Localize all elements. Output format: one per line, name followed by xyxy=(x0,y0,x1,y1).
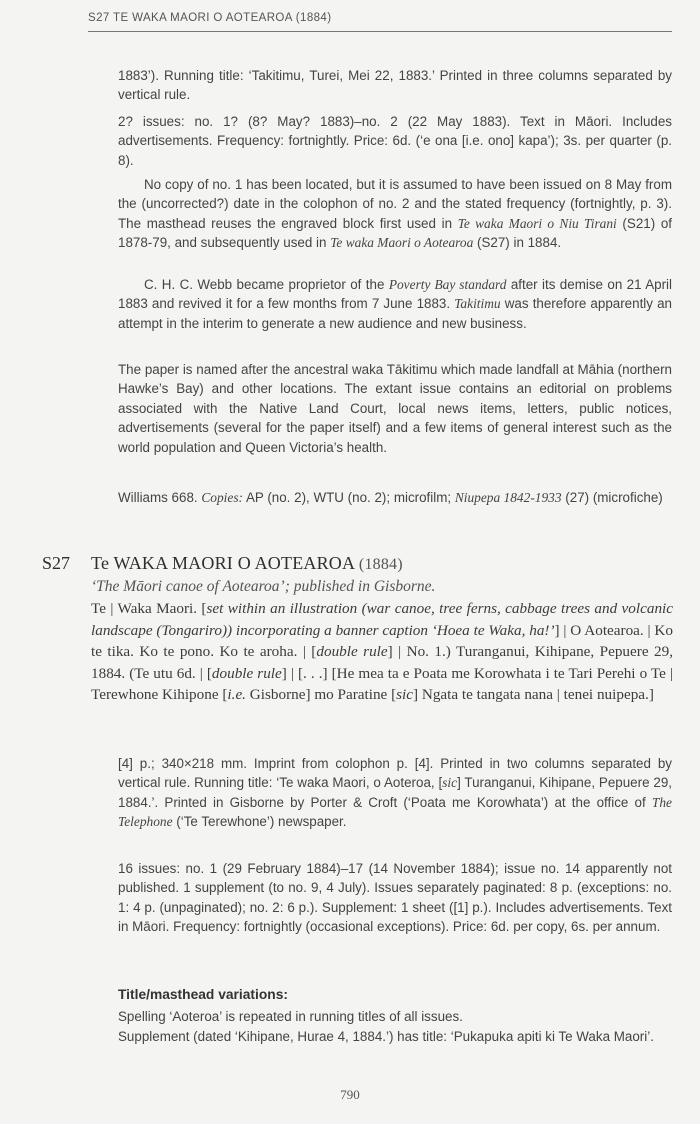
entry-title-text: Te WAKA MAORI O AOTEAROA xyxy=(91,553,355,573)
title-transcription xyxy=(91,598,673,706)
italic-title: Te waka Maori o Niu Tirani xyxy=(457,215,617,231)
prev-entry-paragraph-3 xyxy=(118,175,672,253)
text-run: C. H. C. Webb became proprietor of the xyxy=(144,277,389,292)
italic-title: Te waka Maori o Aotearoa xyxy=(330,235,474,251)
prev-entry-paragraph-6 xyxy=(118,488,672,507)
text-run: (27) (microfiche) xyxy=(561,490,663,505)
text-run: (S21) of 1878-79, and subsequently used in xyxy=(118,215,672,251)
text-run: ] | O Aotearoa. | Ko te tika. Ko te pono. Ko te aroha. | [ xyxy=(91,621,673,661)
entry-title xyxy=(91,553,403,574)
italic-note: sic xyxy=(442,775,458,791)
entry-year: (1884) xyxy=(358,556,403,573)
italic-label: Copies: xyxy=(201,490,243,505)
description-paragraph-1 xyxy=(118,754,672,832)
description-paragraph-2: 16 issues: no. 1 (29 February 1884)–17 (14 November 1884); issue no. 14 apparently not published. 1 supplement (to no. 9, 4 July). Issues separately paginated: 8 p. (exceptions: no. 1: 4 p. (unpaginated); no. 2: 6 p.). Supplement: 1 sheet ([1] p.). Includes advertisements. Text in Māori. Frequency: fortnightly (occasional exceptions). Price: 6d. per copy, 6s. per annum. xyxy=(118,861,672,935)
italic-note: sic xyxy=(396,686,414,704)
text-run: after its demise on 21 April 1883 and revived it for a few months from 7 June 1883. xyxy=(118,277,672,312)
text-run: ] | No. 1.) Turanganui, Kihipane, Pepuere 29, 1884. (Te utu 6d. | [ xyxy=(91,643,673,682)
text-run: ] Turanganui, Kihipane, Pepuere 29, 1884.’. Printed in Gisborne by Porter & Croft (‘Poata me Korowhata’) at the office of xyxy=(118,775,672,810)
page-number: 790 xyxy=(340,1087,360,1102)
variations-heading: Title/masthead variations: xyxy=(118,987,288,1002)
italic-title: Niupepa 1842-1933 xyxy=(454,490,562,505)
prev-entry-paragraph-4 xyxy=(118,275,672,333)
italic-title: Poverty Bay standard xyxy=(388,277,507,292)
variation-1: Spelling ‘Aoteroa’ is repeated in running titles of all issues. xyxy=(118,1009,463,1024)
text-run: (S27) in 1884. xyxy=(473,235,562,251)
header-rule xyxy=(88,31,672,32)
italic-note: double rule xyxy=(316,643,388,661)
text-run: was therefore apparently an attempt in the interim to generate a new audience and new business. xyxy=(118,296,672,331)
text-run: (‘Te Terewhone’) newspaper. xyxy=(172,814,347,830)
text-run: AP (no. 2), WTU (no. 2); microfilm; xyxy=(243,490,455,505)
italic-title: The Telephone xyxy=(118,794,672,830)
entry-subtitle: ‘The Māori canoe of Aotearoa’; published in Gisborne. xyxy=(91,578,436,595)
text-run: Williams 668. xyxy=(118,490,202,505)
text-run: ] Ngata te tangata nana | tenei nuipepa.] xyxy=(413,686,654,704)
text-run: Gisborne] mo Paratine [ xyxy=(245,686,397,704)
prev-entry-paragraph-1: 1883’). Running title: ‘Takitimu, Turei, Mei 22, 1883.’ Printed in three columns separated by vertical rule. xyxy=(118,68,672,103)
italic-note: i.e. xyxy=(227,686,246,704)
italic-note: double rule xyxy=(211,664,282,682)
running-head: S27 TE WAKA MAORI O AOTEAROA (1884) xyxy=(88,12,332,24)
text-run: No copy of no. 1 has been located, but it is assumed to have been issued on 8 May from the (uncorrected?) date in the colophon of no. 2 and the stated frequency (fortnightly, p. 3). The masthead reuses the engraved block first used in xyxy=(118,177,672,231)
italic-title: Takitimu xyxy=(454,296,501,312)
variation-2: Supplement (dated ‘Kihipane, Hurae 4, 1884.’) has title: ‘Pukapuka apiti ki Te Waka Maori’. xyxy=(118,1029,654,1044)
prev-entry-paragraph-5: The paper is named after the ancestral waka Tākitimu which made landfall at Māhia (northern Hawke’s Bay) and other locations. The extant issue contains an editorial on problems associated with the Native Land Court, local news items, letters, public notices, advertisements (several for the paper itself) and a few items of general interest such as the world population and Queen Victoria’s health. xyxy=(118,362,672,455)
italic-note: set within an illustration (war canoe, tree ferns, cabbage trees and volcanic landscape (Tongariro)) incorporating a banner caption ‘Hoea te Waka, ha!’ xyxy=(91,600,674,639)
entry-code: S27 xyxy=(42,553,71,573)
text-run: [4] p.; 340×218 mm. Imprint from colophon p. [4]. Printed in two columns separated by vertical rule. Running title: ‘Te waka Maori, o Aoteroa, [ xyxy=(118,756,672,791)
prev-entry-paragraph-2: 2? issues: no. 1? (8? May? 1883)–no. 2 (22 May 1883). Text in Māori. Includes advertisements. Frequency: fortnightly. Price: 6d. (‘e ona [i.e. ono] kapa’); 3s. per quarter (p. 8). xyxy=(118,114,672,168)
text-run: Te | Waka Maori. [ xyxy=(91,600,207,617)
text-run: ] | [. . .] [He mea ta e Poata me Korowhata i te Tari Perehi o Te | Terewhone Kihipone [ xyxy=(91,664,673,704)
